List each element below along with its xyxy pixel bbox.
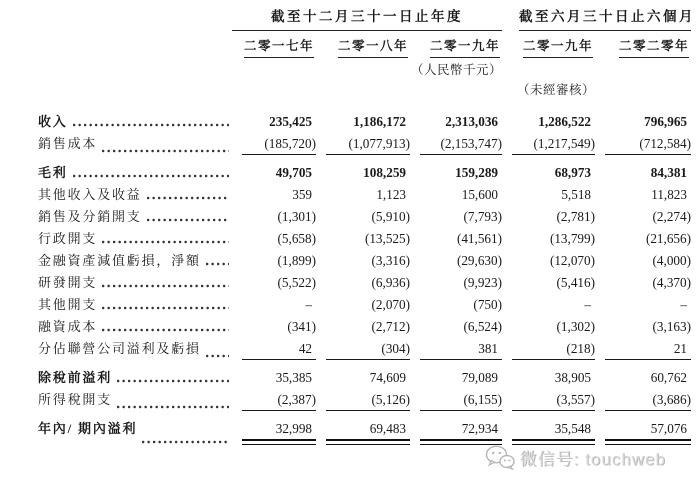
cell-value: (3,163) — [652, 319, 691, 334]
cell-value: 1,123 — [376, 187, 406, 202]
cell-value: (9,923) — [463, 275, 502, 290]
dot-leader — [206, 262, 229, 266]
row-label: 所得稅開支 — [38, 392, 113, 407]
table-row — [38, 224, 700, 246]
column-header-2017: 二零一七年 — [232, 39, 316, 58]
dot-leader — [147, 196, 229, 200]
table-row — [38, 246, 700, 268]
cell-value: (1,899) — [277, 253, 316, 268]
cell-value: (3,316) — [371, 253, 410, 268]
table-row — [38, 312, 700, 334]
dot-leader — [102, 284, 229, 288]
cell-value: – — [584, 297, 591, 312]
cell-value: (21,656) — [645, 231, 691, 246]
cell-value: – — [680, 297, 687, 312]
cell-value: (712,584) — [595, 129, 691, 155]
cell-value: 1,186,172 — [353, 114, 406, 129]
dot-leader — [117, 405, 229, 409]
cell-value: 38,905 — [554, 370, 591, 385]
row-label: 銷售成本 — [38, 136, 98, 151]
table-body — [38, 107, 700, 446]
wechat-watermark — [485, 445, 666, 470]
cell-value: 235,425 — [269, 114, 312, 129]
row-label: 除稅前溢利 — [38, 370, 113, 385]
currency-note-row — [38, 63, 700, 78]
cell-value: 159,289 — [455, 165, 498, 180]
row-label: 分佔聯營公司溢利及虧損 — [38, 341, 201, 356]
cell-value: (41,561) — [456, 231, 502, 246]
dot-leader — [73, 174, 229, 178]
table-row — [38, 180, 700, 202]
cell-value: (1,301) — [277, 209, 316, 224]
cell-value: (1,077,913) — [316, 129, 410, 155]
dot-leader — [142, 440, 229, 444]
cell-value: (5,910) — [371, 209, 410, 224]
dot-leader — [102, 240, 229, 244]
cell-value: (1,302) — [556, 319, 595, 334]
cell-value: (6,936) — [371, 275, 410, 290]
dot-leader — [147, 218, 229, 222]
header-group-annual: 截至十二月三十一日止年度 — [232, 9, 502, 31]
cell-value: 11,823 — [651, 187, 687, 202]
row-label: 研發開支 — [38, 275, 98, 290]
cell-value: (1,217,549) — [502, 129, 595, 155]
table-row — [38, 385, 700, 411]
row-label: 其他收入及收益 — [38, 187, 142, 202]
row-label: 行政開支 — [38, 231, 98, 246]
cell-value: (4,000) — [652, 253, 691, 268]
table-row — [38, 202, 700, 224]
cell-value: – — [305, 297, 312, 312]
table-row — [38, 268, 700, 290]
cell-value: (29,630) — [456, 253, 502, 268]
cell-value: (341) — [287, 319, 316, 334]
cell-value: 15,600 — [461, 187, 498, 202]
cell-value: (12,070) — [549, 253, 595, 268]
cell-value: (304) — [316, 334, 410, 360]
column-header-2020-interim: 二零二零年 — [595, 39, 691, 58]
wechat-id-label: 微信号: touchweb — [519, 450, 666, 469]
cell-value: 68,973 — [554, 165, 591, 180]
cell-value: (3,557) — [502, 385, 595, 411]
cell-value: 69,483 — [316, 411, 410, 446]
table-header-groups — [38, 9, 700, 31]
cell-value: 60,762 — [650, 370, 687, 385]
cell-value: 79,089 — [461, 370, 498, 385]
cell-value: (218) — [502, 334, 595, 360]
cell-value: (2,712) — [371, 319, 410, 334]
cell-value: (5,416) — [556, 275, 595, 290]
cell-value: 796,965 — [644, 114, 687, 129]
cell-value: (2,153,747) — [410, 129, 502, 155]
cell-value: 5,518 — [561, 187, 591, 202]
cell-value: 49,705 — [275, 165, 312, 180]
cell-value: 2,313,036 — [445, 114, 498, 129]
cell-value: (13,525) — [364, 231, 410, 246]
dot-leader — [73, 123, 229, 127]
wechat-icon — [485, 445, 515, 470]
dot-leader — [102, 149, 229, 153]
unaudited-note: （未經審核） — [516, 83, 595, 97]
table-row — [38, 334, 700, 360]
cell-value: 42 — [232, 334, 316, 360]
dot-leader — [117, 379, 229, 383]
cell-value: (5,658) — [277, 231, 316, 246]
cell-value: 35,548 — [502, 411, 595, 446]
dot-leader — [206, 354, 229, 358]
cell-value: 74,609 — [369, 370, 406, 385]
cell-value: 359 — [292, 187, 312, 202]
cell-value: 72,934 — [410, 411, 502, 446]
cell-value: (2,387) — [232, 385, 316, 411]
dot-leader — [102, 328, 229, 332]
cell-value: (6,155) — [410, 385, 502, 411]
cell-value: 84,381 — [650, 165, 687, 180]
cell-value: (7,793) — [463, 209, 502, 224]
cell-value: 1,286,522 — [538, 114, 591, 129]
table-header-years — [38, 39, 700, 58]
cell-value: (5,522) — [277, 275, 316, 290]
cell-value: 108,259 — [363, 165, 406, 180]
row-label: 融資成本 — [38, 319, 98, 334]
row-label: 其他開支 — [38, 297, 98, 312]
cell-value: (2,781) — [556, 209, 595, 224]
column-header-2018: 二零一八年 — [316, 39, 410, 58]
cell-value: 381 — [410, 334, 502, 360]
cell-value: (6,524) — [463, 319, 502, 334]
table-row — [38, 290, 700, 312]
cell-value: (5,126) — [316, 385, 410, 411]
table-row — [38, 129, 700, 155]
cell-value: (3,686) — [595, 385, 691, 411]
row-label: 毛利 — [38, 165, 68, 180]
cell-value: (2,070) — [371, 297, 410, 312]
cell-value: 35,385 — [275, 370, 312, 385]
column-header-2019: 二零一九年 — [410, 39, 502, 58]
row-label: 收入 — [38, 114, 68, 129]
currency-note: （人民幣千元） — [410, 63, 502, 77]
dot-leader — [102, 306, 229, 310]
cell-value: (750) — [473, 297, 502, 312]
table-row — [38, 155, 700, 180]
cell-value: (2,274) — [652, 209, 691, 224]
table-row — [38, 107, 700, 129]
cell-value: 57,076 — [595, 411, 691, 446]
cell-value: 21 — [595, 334, 691, 360]
table-row — [38, 360, 700, 385]
cell-value: (4,370) — [652, 275, 691, 290]
cell-value: (13,799) — [549, 231, 595, 246]
unaudited-note-row — [38, 83, 700, 98]
cell-value: 32,998 — [232, 411, 316, 446]
column-header-2019-interim: 二零一九年 — [502, 39, 595, 58]
row-label: 年內/ 期內溢利 — [38, 421, 138, 436]
cell-value: (185,720) — [232, 129, 316, 155]
table-row — [38, 411, 700, 446]
row-label: 銷售及分銷開支 — [38, 209, 142, 224]
row-label: 金融資產減值虧損，淨額 — [38, 253, 201, 268]
header-group-interim: 截至六月三十日止六個月 — [519, 9, 691, 31]
